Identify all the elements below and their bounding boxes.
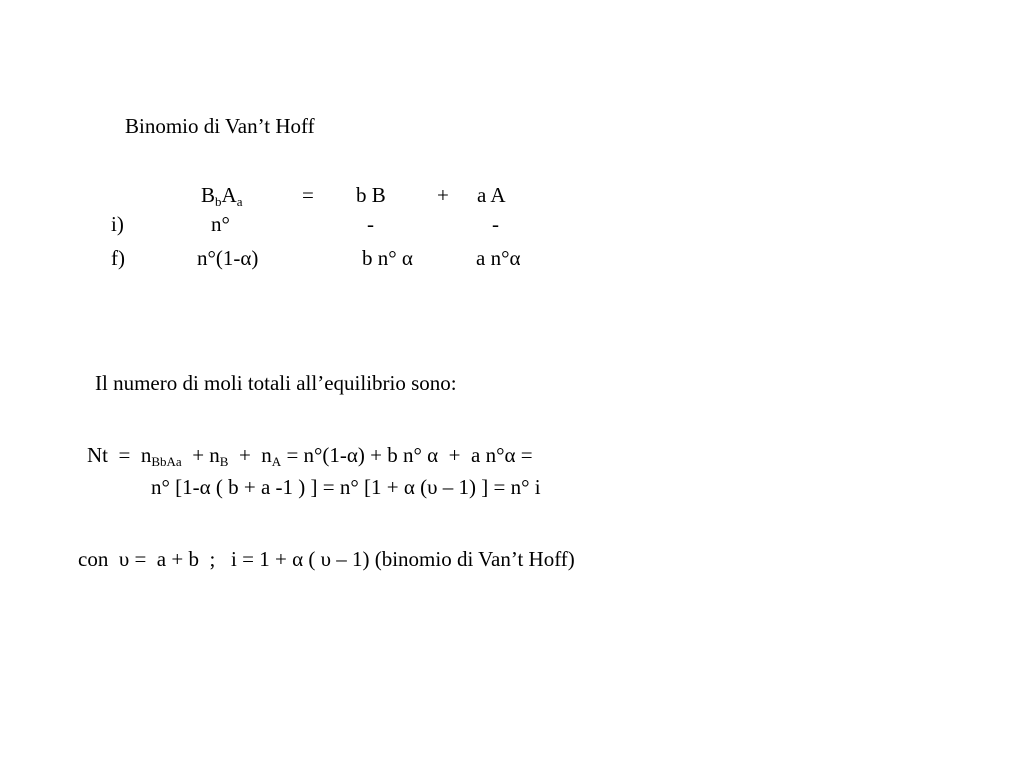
row-initial-reactant: n°	[211, 212, 230, 236]
equation-na: + n	[228, 443, 272, 467]
equation-line-1	[87, 443, 533, 469]
row-initial-product-2: -	[492, 212, 499, 236]
reactant-symbol-b: B	[201, 183, 216, 207]
reactant-subscript-b: b	[215, 194, 222, 209]
equation-sub-b: B	[219, 454, 229, 469]
equation-nt: Nt = n	[87, 443, 152, 467]
reaction-plus: +	[437, 183, 449, 207]
equation-sub-a: A	[271, 454, 282, 469]
reaction-product-1: b B	[356, 183, 386, 207]
reaction-equals: =	[302, 183, 314, 207]
row-final-reactant: n°(1-α)	[197, 246, 259, 270]
equation-line-2: n° [1-α ( b + a -1 ) ] = n° [1 + α (υ – 1) ] = n° i	[151, 475, 541, 499]
conclusion-text: con υ = a + b ; i = 1 + α ( υ – 1) (binomio di Van’t Hoff)	[78, 547, 575, 571]
equation-rest: = n°(1-α) + b n° α + a n°α =	[281, 443, 533, 467]
reactant-subscript-a: a	[236, 194, 243, 209]
row-final-product-2: a n°α	[476, 246, 521, 270]
slide-title: Binomio di Van’t Hoff	[125, 114, 315, 138]
equation-nb: + n	[181, 443, 220, 467]
reaction-product-2: a A	[477, 183, 506, 207]
row-initial-label: i)	[111, 212, 124, 236]
row-final-product-1: b n° α	[362, 246, 413, 270]
row-final-label: f)	[111, 246, 125, 270]
reactant-symbol-a: A	[221, 183, 237, 207]
equation-sub-bbaa: BbAa	[151, 454, 182, 469]
statement-text: Il numero di moli totali all’equilibrio sono:	[95, 371, 457, 395]
reaction-reactant	[201, 183, 243, 209]
row-initial-product-1: -	[367, 212, 374, 236]
